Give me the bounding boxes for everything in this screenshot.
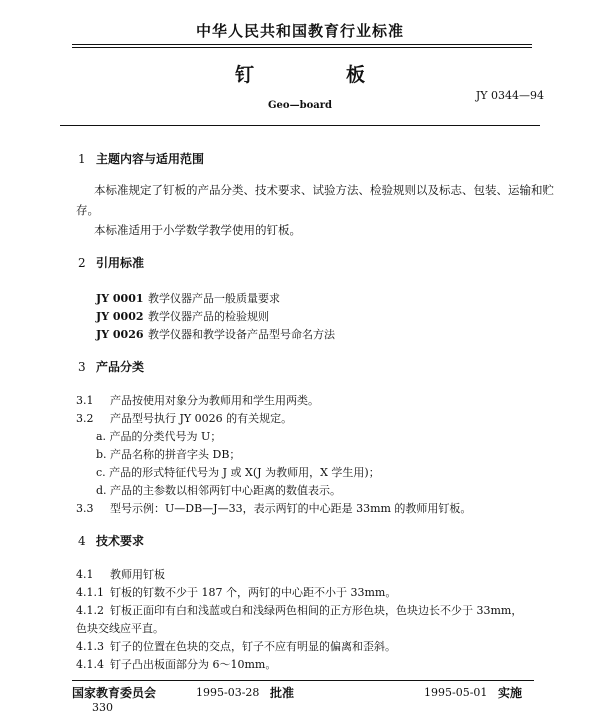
standard-number: JY 0344—94	[475, 89, 544, 102]
clause-3-2	[76, 410, 292, 426]
list-item-d: d. 产品的主参数以相邻两钉中心距离的数值表示。	[96, 484, 342, 497]
section-title: 主题内容与适用范围	[96, 152, 205, 166]
reference-item	[96, 290, 280, 306]
clause-continuation: 色块交线应平直。	[76, 622, 164, 635]
section-title: 引用标准	[96, 256, 145, 270]
list-item-c: c. 产品的形式特征代号为 J 或 X(J 为教师用，X 学生用)；	[96, 466, 380, 479]
clause-number: 4.1.1	[76, 586, 104, 599]
section-title: 产品分类	[96, 360, 145, 374]
page-number: 330	[92, 701, 113, 714]
english-subtitle: Geo—board	[268, 100, 332, 111]
clause-text: 钉子的位置在色块的交点，钉子不应有明显的偏离和歪斜。	[110, 640, 396, 653]
list-item-a: a. 产品的分类代号为 U；	[96, 430, 222, 443]
title-rule	[60, 125, 540, 126]
clause-text: 钉板正面印有白和浅蓝或白和浅绿两色相间的正方形色块，色块边长不少于 33mm，	[110, 604, 523, 617]
reference-title: 教学仪器和教学设备产品型号命名方法	[148, 328, 335, 341]
clause-text: 钉子凸出板面部分为 6～10mm。	[110, 658, 277, 671]
reference-item	[96, 308, 269, 324]
paragraph: 本标准规定了钉板的产品分类、技术要求、试验方法、检验规则以及标志、包装、运输和贮	[94, 183, 554, 197]
clause-3-1	[76, 392, 319, 408]
clause-text: 教师用钉板	[110, 568, 165, 581]
reference-title: 教学仪器产品一般质量要求	[148, 292, 280, 305]
section-4-heading	[78, 532, 144, 549]
clause-4-1	[76, 566, 165, 582]
implementation-date: 1995-05-01	[424, 686, 488, 699]
section-number: 1	[78, 152, 86, 166]
section-2-heading	[78, 254, 144, 271]
title-char-left: 钉	[234, 64, 254, 86]
section-number: 4	[78, 534, 86, 548]
clause-number: 4.1.3	[76, 640, 104, 653]
clause-number: 3.3	[76, 502, 94, 515]
header-rule-top	[72, 44, 532, 45]
section-1-heading	[78, 150, 204, 167]
standard-category-title: 中华人民共和国教育行业标准	[195, 22, 404, 40]
clause-number: 4.1.2	[76, 604, 104, 617]
list-item-b: b. 产品名称的拼音字头 DB；	[96, 448, 241, 461]
section-title: 技术要求	[96, 534, 145, 548]
clause-4-1-2	[76, 602, 522, 618]
footer-rule	[72, 680, 534, 681]
approval-label: 批准	[270, 686, 295, 700]
section-number: 3	[78, 360, 86, 374]
clause-text: 钉板的钉数不少于 187 个，两钉的中心距不小于 33mm。	[110, 586, 397, 599]
header-rule-bottom	[72, 47, 532, 48]
clause-text: 产品型号执行 JY 0026 的有关规定。	[110, 412, 293, 425]
clause-number: 4.1	[76, 568, 94, 581]
paragraph-continuation: 存。	[76, 203, 99, 217]
section-number: 2	[78, 256, 86, 270]
clause-4-1-1	[76, 584, 396, 600]
clause-number: 3.1	[76, 394, 94, 407]
issuing-authority: 国家教育委员会	[72, 686, 157, 700]
approval-date: 1995-03-28	[196, 686, 260, 699]
reference-item	[96, 326, 335, 342]
clause-4-1-3	[76, 638, 396, 654]
document-title	[0, 60, 600, 87]
paragraph: 本标准适用于小学数学教学使用的钉板。	[94, 223, 301, 237]
reference-code: JY 0001	[96, 292, 144, 305]
clause-3-3	[76, 500, 471, 516]
clause-text: 产品按使用对象分为教师用和学生用两类。	[110, 394, 319, 407]
section-3-heading	[78, 358, 144, 375]
clause-number: 3.2	[76, 412, 94, 425]
reference-code: JY 0002	[96, 310, 144, 323]
implementation-label: 实施	[498, 686, 523, 700]
clause-number: 4.1.4	[76, 658, 104, 671]
reference-title: 教学仪器产品的检验规则	[148, 310, 269, 323]
clause-4-1-4	[76, 656, 276, 672]
clause-text: 型号示例：U—DB—J—33，表示两钉的中心距是 33mm 的教师用钉板。	[110, 502, 472, 515]
title-char-right: 板	[346, 64, 366, 86]
reference-code: JY 0026	[96, 328, 144, 341]
